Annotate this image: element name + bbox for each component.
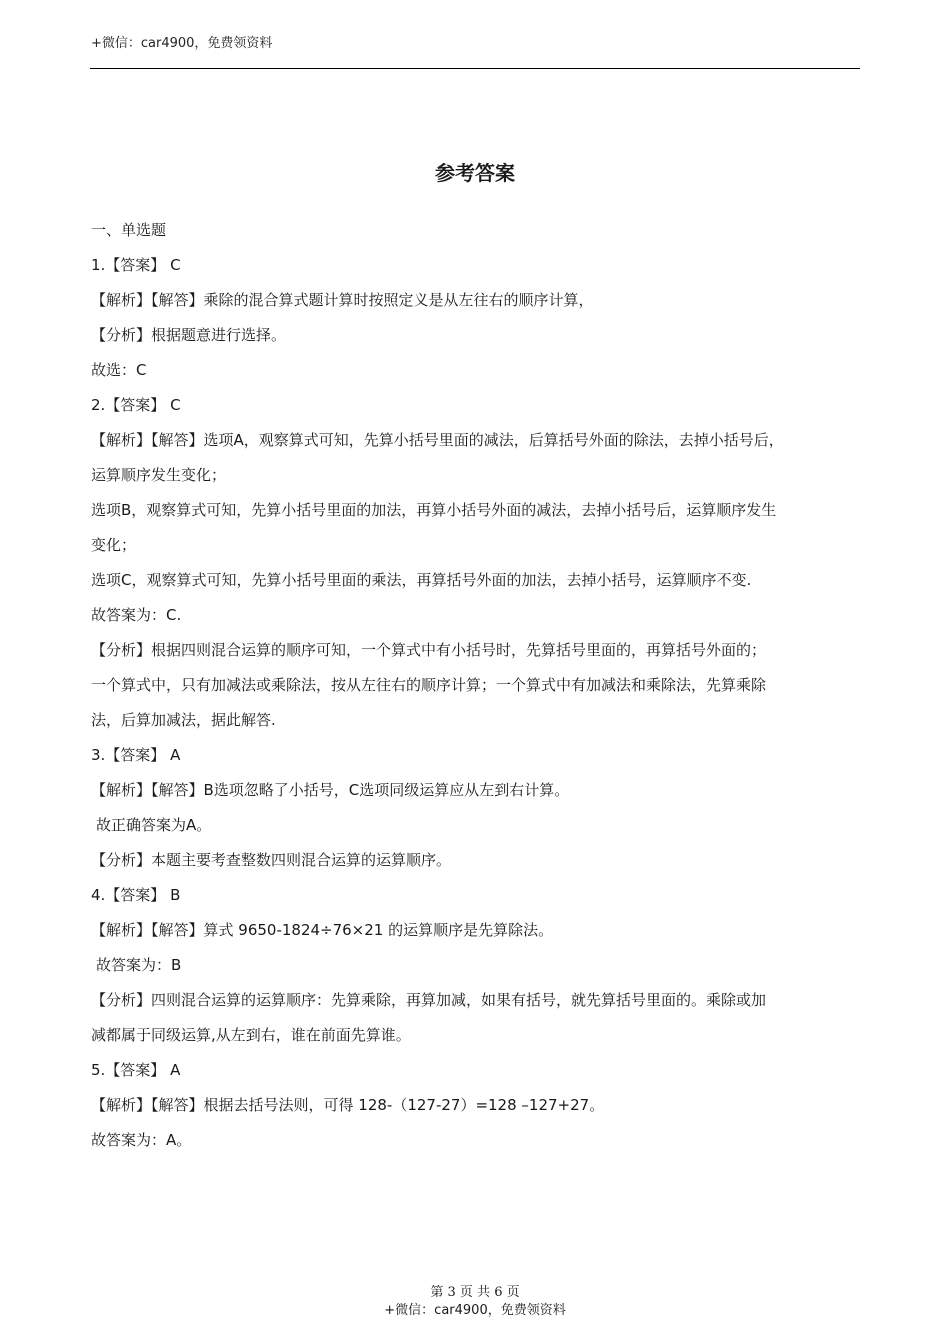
answer-line: 【分析】根据题意进行选择。 — [91, 326, 287, 344]
answer-line: 4.【答案】 B — [91, 886, 181, 904]
answer-line: 法，后算加减法，据此解答. — [91, 711, 276, 729]
answer-line: 【分析】根据四则混合运算的顺序可知，一个算式中有小括号时，先算括号里面的，再算括号外面的； — [91, 641, 767, 659]
answer-line: 故正确答案为A。 — [96, 816, 212, 834]
answer-line: 一个算式中，只有加减法或乘除法，按从左往右的顺序计算；一个算式中有加减法和乘除法，先算乘除 — [91, 676, 767, 694]
answer-line: 运算顺序发生变化； — [91, 466, 227, 484]
answer-line: 选项B，观察算式可知，先算小括号里面的加法，再算小括号外面的减法，去掉小括号后，运算顺序发生 — [91, 501, 777, 519]
page-title: 参考答案 — [435, 161, 515, 185]
header-divider — [90, 68, 860, 69]
answer-line: 故选：C — [91, 361, 147, 379]
answer-body — [91, 213, 871, 1158]
answer-line: 【解析】【解答】算式 9650-1824÷76×21 的运算顺序是先算除法。 — [91, 921, 554, 939]
answer-line: 故答案为：A。 — [91, 1131, 192, 1149]
footer-note: +微信：car4900，免费领资料 — [384, 1303, 566, 1318]
answer-line: 【分析】本题主要考查整数四则混合运算的运算顺序。 — [91, 851, 452, 869]
answer-line: 【解析】【解答】根据去括号法则，可得 128-（127-27）=128 –127+27。 — [91, 1096, 605, 1114]
answer-line: 【解析】【解答】乘除的混合算式题计算时按照定义是从左往右的顺序计算， — [91, 291, 594, 309]
answer-line: 减都属于同级运算,从左到右，谁在前面先算谁。 — [91, 1026, 411, 1044]
answer-line: 【解析】【解答】选项A，观察算式可知，先算小括号里面的减法，后算括号外面的除法，去掉小括号后， — [91, 431, 784, 449]
section-heading: 一、单选题 — [91, 221, 167, 239]
answer-line: 1.【答案】 C — [91, 256, 181, 274]
answer-line: 选项C，观察算式可知，先算小括号里面的乘法，再算括号外面的加法，去掉小括号，运算顺序不变. — [91, 571, 752, 589]
answer-line: 故答案为：B — [96, 956, 182, 974]
header-note: +微信：car4900，免费领资料 — [91, 36, 273, 51]
answer-line: 3.【答案】 A — [91, 746, 181, 764]
answer-line: 故答案为：C. — [91, 606, 182, 624]
page-number: 第 3 页 共 6 页 — [430, 1285, 520, 1300]
answer-line: 【解析】【解答】B选项忽略了小括号，C选项同级运算应从左到右计算。 — [91, 781, 570, 799]
answer-line: 【分析】四则混合运算的运算顺序：先算乘除，再算加减，如果有括号，就先算括号里面的。乘除或加 — [91, 991, 767, 1009]
answer-line: 2.【答案】 C — [91, 396, 181, 414]
answer-line: 变化； — [91, 536, 137, 554]
answer-line: 5.【答案】 A — [91, 1061, 181, 1079]
